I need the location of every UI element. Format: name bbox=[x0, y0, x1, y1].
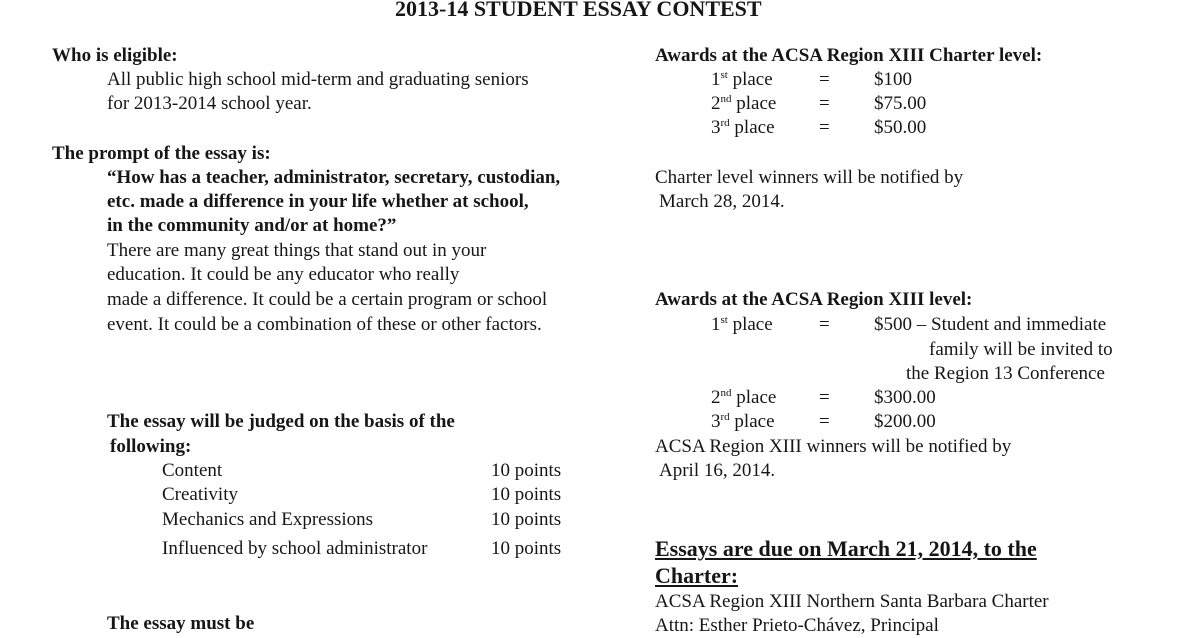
must-be-heading: The essay must be bbox=[107, 613, 255, 634]
charter-award-amount: $50.00 bbox=[874, 117, 927, 138]
eligibility-heading: Who is eligible: bbox=[52, 45, 178, 66]
region-awards-heading: Awards at the ACSA Region XIII level: bbox=[655, 289, 973, 310]
equals-sign: = bbox=[819, 411, 830, 432]
criterion-name: Influenced by school administrator bbox=[162, 538, 428, 559]
due-date-heading: Charter: bbox=[655, 563, 739, 588]
eligibility-line: for 2013-2014 school year. bbox=[107, 93, 312, 114]
prompt-quote-line: in the community and/or at home?” bbox=[107, 215, 397, 236]
equals-sign: = bbox=[819, 93, 830, 114]
charter-award-amount: $100 bbox=[874, 69, 912, 90]
region-place-label: 1st place bbox=[711, 314, 773, 335]
region-notice-line: April 16, 2014. bbox=[659, 460, 776, 481]
region-place-label: 2nd place bbox=[711, 387, 777, 408]
region-award-detail: family will be invited to bbox=[929, 339, 1113, 360]
criterion-points: 10 points bbox=[491, 509, 562, 530]
charter-awards-heading: Awards at the ACSA Region XIII Charter level: bbox=[655, 45, 1043, 66]
prompt-quote-line: etc. made a difference in your life whether at school, bbox=[107, 191, 529, 212]
eligibility-line: All public high school mid-term and graduating seniors bbox=[107, 69, 529, 90]
criterion-name: Mechanics and Expressions bbox=[162, 509, 374, 530]
judging-heading: following: bbox=[110, 436, 192, 457]
mailing-address-line: ACSA Region XIII Northern Santa Barbara Charter bbox=[655, 591, 1049, 612]
criterion-points: 10 points bbox=[491, 460, 562, 481]
charter-notice-line: Charter level winners will be notified by bbox=[655, 167, 964, 188]
prompt-body-line: made a difference. It could be a certain program or school bbox=[107, 289, 548, 310]
equals-sign: = bbox=[819, 117, 830, 138]
equals-sign: = bbox=[819, 314, 830, 335]
region-place-label: 3rd place bbox=[711, 411, 775, 432]
due-date-heading: Essays are due on March 21, 2014, to the bbox=[655, 536, 1037, 561]
region-award-amount: $200.00 bbox=[874, 411, 936, 432]
document-title: 2013-14 STUDENT ESSAY CONTEST bbox=[395, 0, 762, 21]
region-award-detail: the Region 13 Conference bbox=[906, 363, 1105, 384]
charter-award-amount: $75.00 bbox=[874, 93, 927, 114]
region-notice-line: ACSA Region XIII winners will be notified by bbox=[655, 436, 1012, 457]
criterion-name: Content bbox=[162, 460, 223, 481]
prompt-heading: The prompt of the essay is: bbox=[52, 143, 271, 164]
criterion-points: 10 points bbox=[491, 538, 562, 559]
prompt-body-line: There are many great things that stand out in your bbox=[107, 240, 487, 261]
criterion-points: 10 points bbox=[491, 484, 562, 505]
criterion-name: Creativity bbox=[162, 484, 238, 505]
charter-place-label: 1st place bbox=[711, 69, 773, 90]
prompt-quote-line: “How has a teacher, administrator, secretary, custodian, bbox=[107, 167, 561, 188]
charter-place-label: 3rd place bbox=[711, 117, 775, 138]
mailing-address-line: Attn: Esther Prieto-Chávez, Principal bbox=[655, 615, 939, 636]
prompt-body-line: event. It could be a combination of these or other factors. bbox=[107, 314, 542, 335]
region-award-amount: $500 – Student and immediate bbox=[874, 314, 1107, 335]
prompt-body-line: education. It could be any educator who really bbox=[107, 264, 460, 285]
judging-heading: The essay will be judged on the basis of the bbox=[107, 411, 455, 432]
equals-sign: = bbox=[819, 69, 830, 90]
region-award-amount: $300.00 bbox=[874, 387, 936, 408]
charter-notice-line: March 28, 2014. bbox=[659, 191, 785, 212]
charter-place-label: 2nd place bbox=[711, 93, 777, 114]
equals-sign: = bbox=[819, 387, 830, 408]
